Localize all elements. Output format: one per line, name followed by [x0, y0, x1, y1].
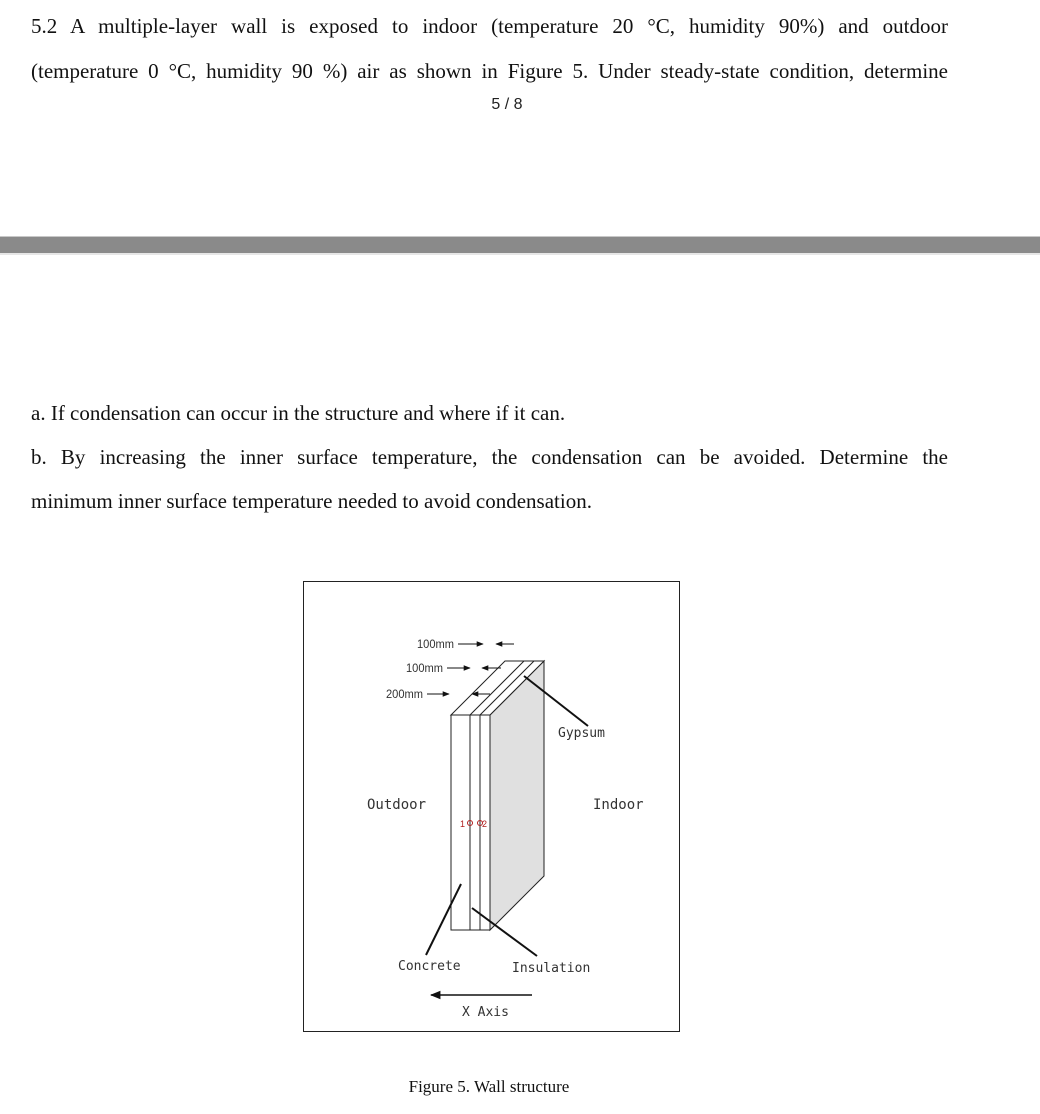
wall-diagram [304, 582, 681, 1033]
page-indicator: 5 / 8 [491, 96, 523, 113]
outdoor-label: Outdoor [367, 797, 427, 813]
question-b-line2: minimum inner surface temperature needed to avoid condensation. [31, 489, 592, 513]
problem-intro-line1: 5.2 A multiple-layer wall is exposed to indoor (temperature 20 °C, humidity 90%) and outdoor [31, 14, 948, 38]
page-separator [0, 236, 1040, 255]
indoor-label: Indoor [593, 797, 644, 813]
gypsum-label: Gypsum [558, 726, 605, 741]
dim-label-3: 200mm [386, 687, 424, 701]
concrete-label: Concrete [398, 959, 461, 974]
dim-label-1: 100mm [417, 637, 455, 651]
problem-intro-line2: (temperature 0 °C, humidity 90 %) air as shown in Figure 5. Under steady-state condition, determine [31, 59, 948, 83]
x-axis-label: X Axis [462, 1005, 509, 1020]
insulation-label: Insulation [512, 961, 591, 976]
figure-caption: Figure 5. Wall structure [408, 1077, 570, 1096]
point-1-label: 1 [460, 819, 466, 829]
point-2-label: 2 [482, 819, 488, 829]
dim-label-2: 100mm [406, 661, 444, 675]
question-a: a. If condensation can occur in the structure and where if it can. [31, 401, 566, 425]
wall-structure-figure [303, 581, 680, 1032]
question-b-line1: b. By increasing the inner surface temperature, the condensation can be avoided. Determine the [31, 445, 948, 469]
insulation-layer [470, 715, 480, 930]
